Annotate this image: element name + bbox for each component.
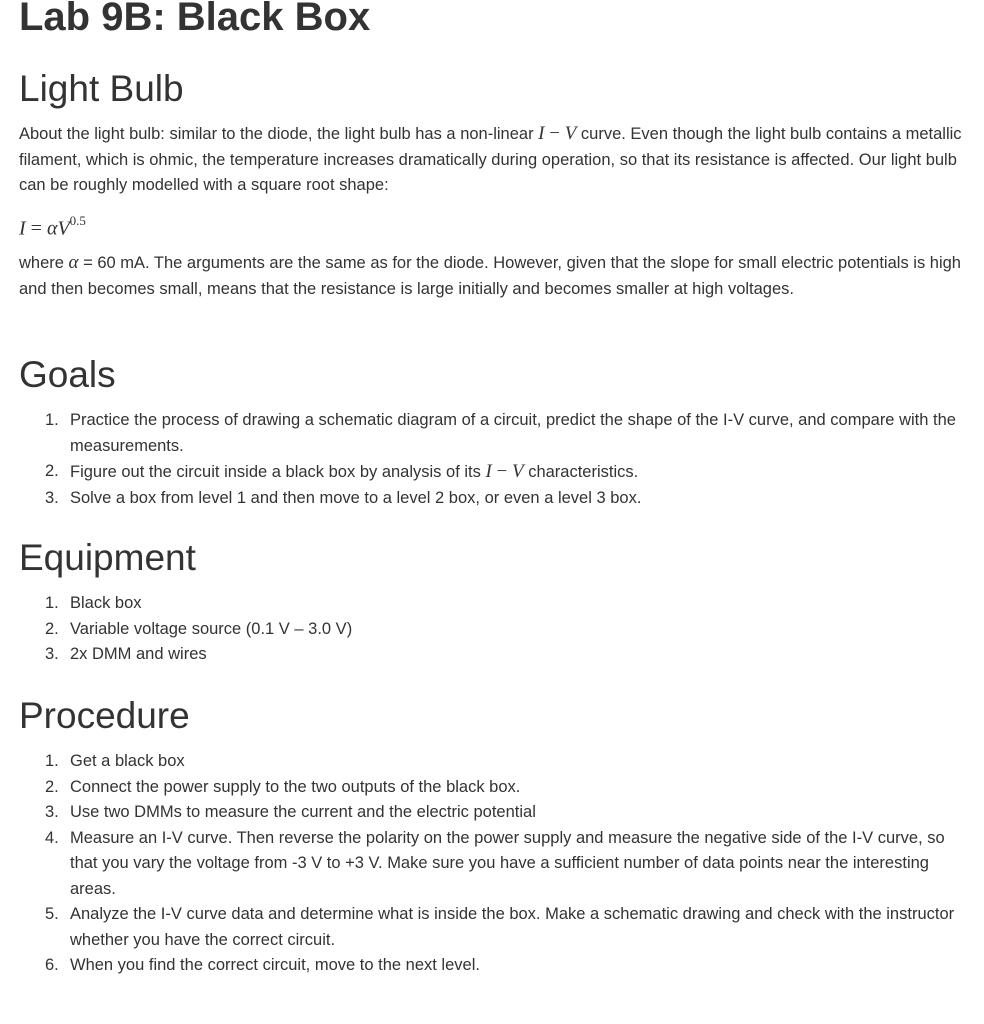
math-symbol-i: I (538, 123, 545, 144)
list-item (19, 749, 969, 775)
text-run: where (19, 254, 69, 272)
list-item-text: Black box (70, 594, 142, 612)
math-symbol-i: I (485, 461, 492, 482)
list-item-text: Measure an I-V curve. Then reverse the polarity on the power supply and measure the negative side of the I-V curve, so that you vary the voltage from -3 V to +3 V. Make sure you have a sufficient number of data points near the interesting areas. (70, 828, 945, 898)
formula-equals: = (25, 217, 47, 240)
list-item-number: 5. (45, 905, 59, 923)
list-item-number: 3. (45, 645, 59, 663)
list-item-text: Analyze the I-V curve data and determine what is inside the box. Make a schematic drawing and check with the instructor whether you have the correct circuit. (70, 905, 955, 949)
text-run: curve. Even though the light bulb contains a metallic filament, which is ohmic, the temperature increases dramatically during operation, so that its resistance is affected. Our light bulb can be roughly modelled with a square root shape: (19, 125, 962, 194)
list-item-number: 2. (45, 462, 59, 480)
list-item (19, 408, 969, 459)
list-item-number: 2. (45, 619, 59, 638)
list-item-text: 2x DMM and wires (70, 645, 207, 663)
list-item-text: Practice the process of drawing a schematic diagram of a circuit, predict the shape of the I-V curve, and compare with the measurements. (70, 411, 956, 455)
list-item-number: 3. (45, 803, 59, 821)
list-item (19, 459, 969, 486)
heading-goals: Goals (19, 354, 116, 395)
list-item-number: 2. (45, 777, 59, 796)
math-symbol-v: V (512, 461, 524, 482)
list-item-text: Connect the power supply to the two outputs of the black box. (70, 777, 521, 796)
procedure-list (19, 749, 969, 979)
math-symbol-alpha: α (68, 252, 79, 273)
light-bulb-paragraph-2 (19, 250, 964, 302)
list-item (19, 591, 969, 617)
list-item-number: 6. (45, 956, 59, 974)
math-operator: − (491, 461, 512, 482)
math-symbol-v: V (564, 123, 577, 144)
list-item (19, 826, 969, 903)
goals-list (19, 408, 969, 511)
list-item-number: 1. (45, 752, 59, 770)
text-run: About the light bulb: similar to the diode, the light bulb has a non-linear (19, 125, 539, 143)
list-item (19, 486, 969, 512)
math-operator: − (544, 123, 565, 144)
light-bulb-paragraph-1 (19, 121, 964, 199)
heading-procedure: Procedure (19, 695, 190, 736)
formula-square-root (19, 209, 86, 243)
formula-rhs: αV (46, 217, 70, 240)
list-item-text: Get a black box (70, 752, 185, 770)
list-item-number: 1. (45, 594, 59, 612)
list-item-number: 4. (45, 828, 59, 847)
math-inline-iv (538, 123, 576, 144)
list-item-text: Use two DMMs to measure the current and the electric potential (70, 803, 536, 821)
list-item-number: 3. (45, 488, 59, 507)
equipment-list (19, 591, 969, 668)
text-run: = 60 mA. The arguments are the same as for the diode. However, given that the slope for small electric potentials is high and then becomes small, means that the resistance is large initially and becomes smaller at high voltages. (19, 254, 961, 298)
heading-equipment: Equipment (19, 537, 196, 578)
math-inline-iv (485, 461, 523, 482)
list-item-text: When you find the correct circuit, move to the next level. (70, 956, 480, 974)
formula-lhs: I (19, 217, 26, 240)
heading-light-bulb: Light Bulb (19, 68, 184, 109)
list-item (19, 902, 969, 953)
list-item (19, 800, 969, 826)
list-item (19, 953, 969, 979)
list-item-text: Solve a box from level 1 and then move to a level 2 box, or even a level 3 box. (70, 488, 642, 507)
formula-exponent: 0.5 (69, 213, 86, 228)
list-item-text: Figure out the circuit inside a black box by analysis of its (70, 463, 486, 481)
list-item (19, 617, 969, 643)
page-title: Lab 9B: Black Box (19, 0, 371, 39)
list-item (19, 642, 969, 668)
list-item-number: 1. (45, 411, 59, 429)
list-item-text: Variable voltage source (0.1 V – 3.0 V) (70, 619, 353, 638)
list-item (19, 775, 969, 801)
list-item-text: characteristics. (523, 463, 639, 481)
